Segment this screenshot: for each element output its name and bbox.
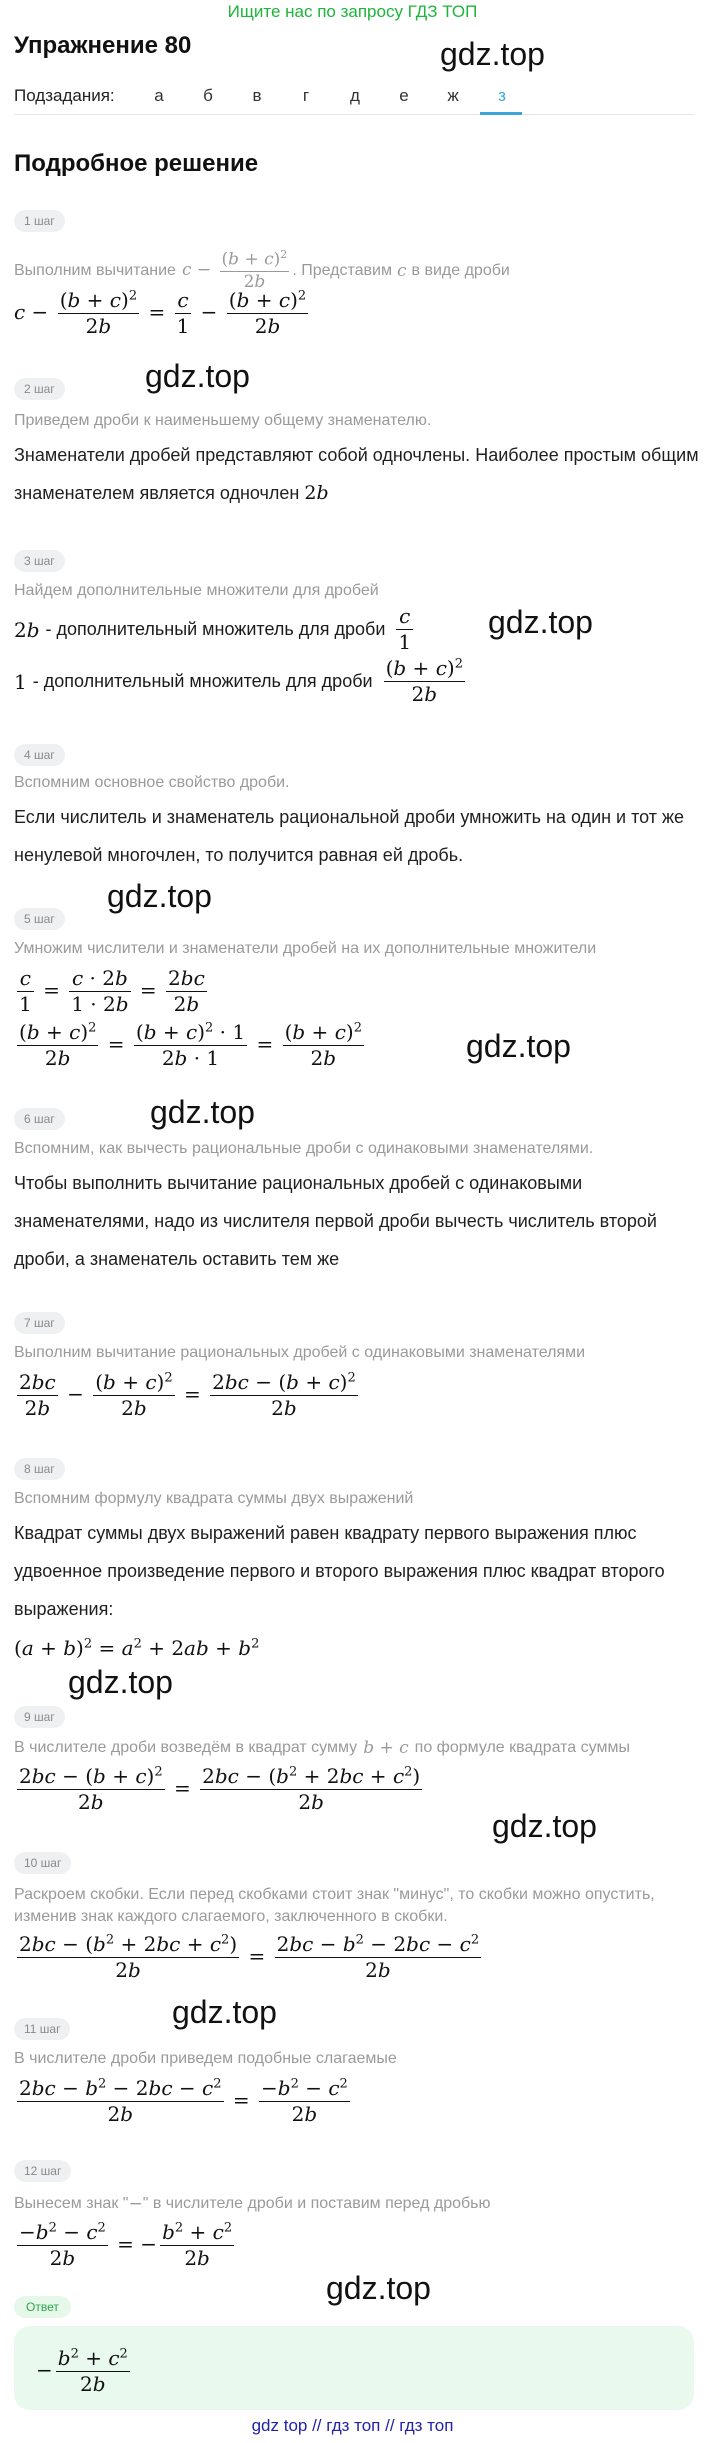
step-note: Приведем дроби к наименьшему общему знаменателю. xyxy=(14,412,432,429)
answer-formula: − $\frac{b^2 + c^2}{2b}$ xyxy=(36,2346,128,2396)
watermark: gdz.top xyxy=(107,878,212,914)
formula: $\frac{c}{1}$ xyxy=(398,604,412,654)
step-text-content: Знаменатели дробей представляют собой одночлены. Наиболее простым общим знаменателем является одночлен xyxy=(14,445,699,503)
step-note: Раскроем скобки. Если перед скобками стоит знак "минус", то скобки можно опустить, изменив знак каждого слагаемого, заключенного в скобки. xyxy=(14,1886,655,1925)
step-badge: 9 шаг xyxy=(14,1706,65,1728)
active-tab-indicator xyxy=(480,112,522,115)
step-text: Чтобы выполнить вычитание рациональных дробей с одинаковыми знаменателями, надо из числителя первой дроби вычесть числитель второй дроби, а знаменатель оставить тем же xyxy=(14,1173,657,1269)
step-note xyxy=(14,1738,630,1758)
formula: b + c xyxy=(363,1738,409,1758)
step-badge: 3 шаг xyxy=(14,550,65,572)
formula: c − $\frac{(b + c)^2}{2b}$ = $\frac{c}{1}$ − $\frac{(b + c)^2}{2b}$ xyxy=(14,288,307,338)
subtask-tab-v[interactable]: в xyxy=(252,86,262,105)
tabs-divider xyxy=(14,114,694,115)
multiplier-line-2 xyxy=(14,656,468,707)
formula: $\frac{2bc - (b + c)^2}{2b}$ = $\frac{2bc - (b^2 + 2bc + c^2)}{2b}$ xyxy=(19,1764,421,1814)
step-note-text: в виде дроби xyxy=(411,261,510,279)
formula: $(a + b)^2 = a^2 + 2ab + b^2$ xyxy=(14,1636,260,1660)
multiplier-text: - дополнительный множитель для дроби xyxy=(45,619,386,639)
step-note: В числителе дроби приведем подобные слагаемые xyxy=(14,2050,397,2067)
multiplier-text: - дополнительный множитель для дроби xyxy=(32,671,373,691)
step-note-text: по формуле квадрата суммы xyxy=(414,1739,630,1756)
step-note: Вспомним формулу квадрата суммы двух выражений xyxy=(14,1490,414,1507)
footer-links[interactable]: gdz top // гдз топ // гдз топ xyxy=(251,2416,454,2435)
watermark: gdz.top xyxy=(68,1664,173,1700)
formula: c xyxy=(396,260,407,281)
step-note: Выполним вычитание рациональных дробей с одинаковыми знаменателями xyxy=(14,1344,586,1361)
page-title: Упражнение 80 xyxy=(14,32,192,59)
subtask-tab-d[interactable]: д xyxy=(350,86,360,105)
step-note-text: . Представим xyxy=(292,261,392,279)
top-banner[interactable]: Ищите нас по запросу ГДЗ ТОП xyxy=(227,2,478,21)
step-badge: 11 шаг xyxy=(14,2018,70,2040)
subtask-tab-g[interactable]: г xyxy=(302,86,310,105)
step-badge: 4 шаг xyxy=(14,744,65,766)
section-title: Подробное решение xyxy=(14,150,259,177)
step-text: Если числитель и знаменатель рациональной дроби умножить на один и тот же ненулевой многочлен, то получится равная ей дробь. xyxy=(14,807,685,865)
formula: $\frac{(b + c)^2}{2b}$ = $\frac{(b + c)^2 \cdot 1}{2b \cdot 1}$ = $\frac{(b + c)^2}{2b}$ xyxy=(19,1020,362,1070)
step-badge: 7 шаг xyxy=(14,1312,65,1334)
step-text: Квадрат суммы двух выражений равен квадрату первого выражения плюс удвоенное произведение первого и второго выражения плюс квадрат второго выражения: xyxy=(14,1523,665,1619)
formula: $\frac{2bc - b^2 - 2bc - c^2}{2b}$ = $\frac{-b^2 - c^2}{2b}$ xyxy=(19,2076,348,2126)
step-note xyxy=(14,2194,491,2214)
step-badge: 1 шаг xyxy=(14,210,65,232)
step-note: Умножим числители и знаменатели дробей на их дополнительные множители xyxy=(14,940,597,957)
step-note: Вспомним, как вычесть рациональные дроби с одинаковыми знаменателями. xyxy=(14,1140,594,1157)
step-text xyxy=(14,436,704,512)
watermark: gdz.top xyxy=(492,1808,597,1844)
subtask-tab-z[interactable]: з xyxy=(498,86,506,105)
step-badge: 5 шаг xyxy=(14,908,65,930)
subtask-tab-e[interactable]: е xyxy=(399,86,409,105)
subtask-tab-zh[interactable]: ж xyxy=(447,86,459,105)
formula: 2b xyxy=(14,617,40,642)
step-badge: 10 шаг xyxy=(14,1852,71,1874)
step-badge: 8 шаг xyxy=(14,1458,65,1480)
watermark: gdz.top xyxy=(172,1994,277,2030)
step-note-text: В числителе дроби возведём в квадрат сумму xyxy=(14,1739,358,1756)
formula: $\frac{c}{1}$ = $\frac{c \cdot 2b}{1 \cdot 2b}$ = $\frac{2bc}{2b}$ xyxy=(19,966,205,1016)
watermark: gdz.top xyxy=(488,604,593,640)
answer-badge: Ответ xyxy=(14,2296,71,2318)
step-note-text: " в числителе дроби и поставим перед дробью xyxy=(142,2195,491,2212)
step-note: Вспомним основное свойство дроби. xyxy=(14,774,290,791)
step-note: Найдем дополнительные множители для дробей xyxy=(14,582,379,599)
step-badge: 6 шаг xyxy=(14,1108,65,1130)
step-badge: 12 шаг xyxy=(14,2160,71,2182)
formula: $\frac{(b + c)^2}{2b}$ xyxy=(385,656,463,706)
formula: 1 xyxy=(14,669,27,694)
watermark: gdz.top xyxy=(326,2270,431,2306)
watermark: gdz.top xyxy=(145,358,250,394)
formula: $\frac{-b^2 - c^2}{2b}$ = − $\frac{b^2 + c^2}{2b}$ xyxy=(19,2220,233,2270)
multiplier-line-1 xyxy=(14,604,416,655)
subtask-tab-a[interactable]: а xyxy=(154,86,164,105)
watermark: gdz.top xyxy=(466,1028,571,1064)
subtasks-label: Подзадания: xyxy=(14,86,115,105)
watermark: gdz.top xyxy=(150,1094,255,1130)
formula: c − $\frac{(b + c)^2}{2b}$ xyxy=(181,248,288,292)
step-note-text: Вынесем знак " xyxy=(14,2195,129,2212)
step-note-text: Выполним вычитание xyxy=(14,261,176,279)
step-badge: 2 шаг xyxy=(14,378,65,400)
subtask-tab-b[interactable]: б xyxy=(203,86,213,105)
answer-box xyxy=(14,2326,694,2410)
formula: $\frac{2bc - (b^2 + 2bc + c^2)}{2b}$ = $\frac{2bc - b^2 - 2bc - c^2}{2b}$ xyxy=(19,1932,480,1982)
watermark: gdz.top xyxy=(440,36,545,72)
formula: − xyxy=(128,2194,143,2214)
formula: $\frac{2bc}{2b}$ − $\frac{(b + c)^2}{2b}$ = $\frac{2bc - (b + c)^2}{2b}$ xyxy=(19,1370,356,1420)
step-note xyxy=(14,248,510,293)
formula: 2b xyxy=(304,482,329,504)
